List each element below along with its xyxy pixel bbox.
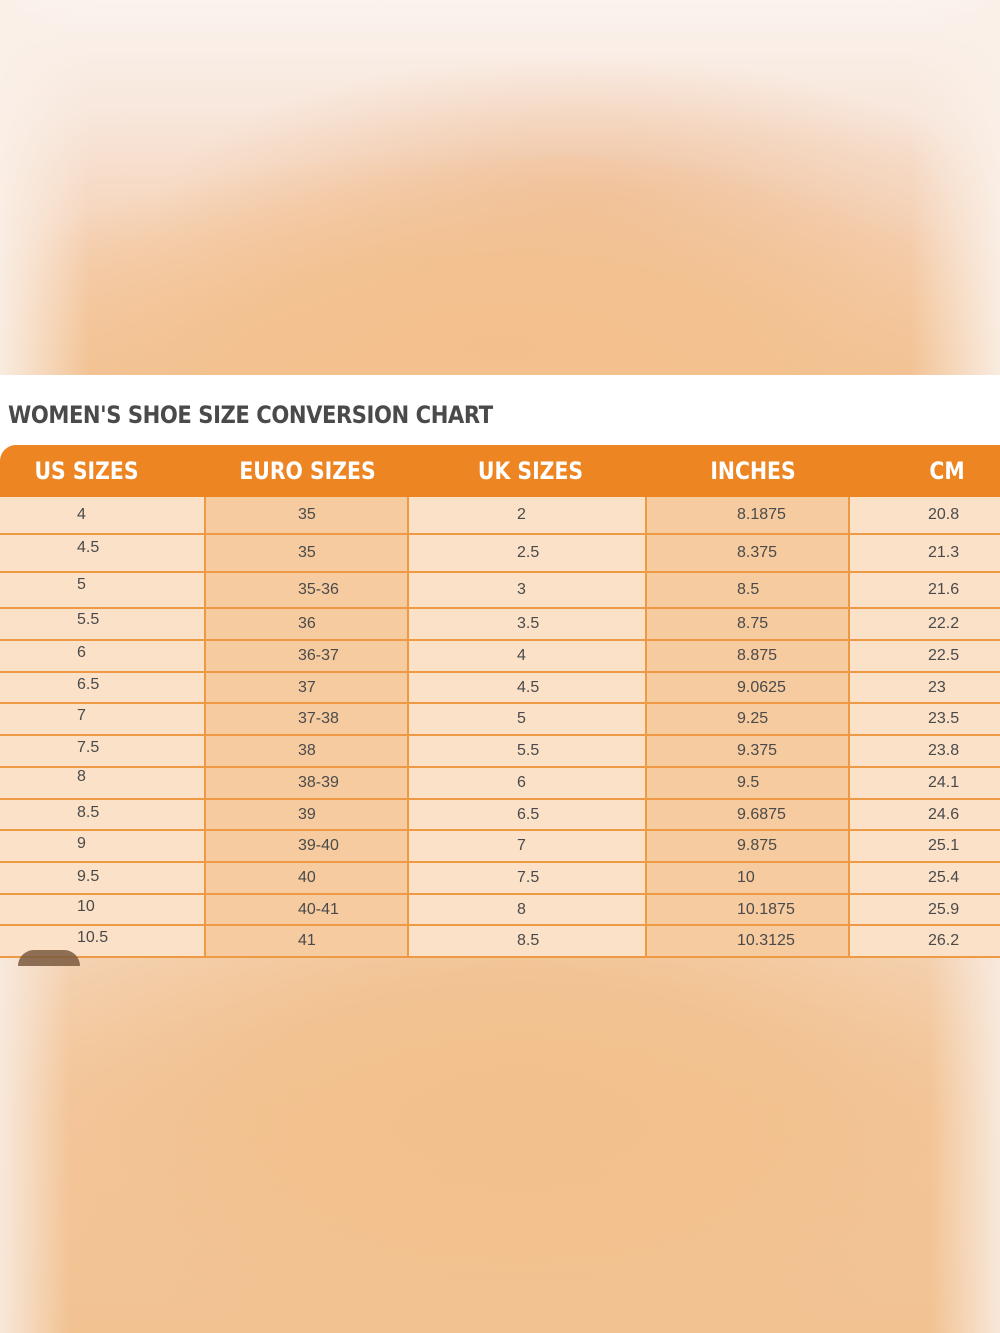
cell-text: 26.2 <box>928 932 960 949</box>
cell-text: 22.2 <box>928 615 960 632</box>
cell-text: 36-37 <box>298 647 339 664</box>
partial-avatar-shape <box>18 950 80 966</box>
cell-uk-size <box>409 497 647 535</box>
table-row <box>0 641 1000 673</box>
cell-uk-size <box>409 800 647 831</box>
cell-text: 35-36 <box>298 581 339 598</box>
cell-uk-size <box>409 641 647 673</box>
table-row <box>0 863 1000 895</box>
cell-text: 8 <box>517 900 526 918</box>
cell-text: 5 <box>517 710 526 727</box>
cell-text: 6.5 <box>517 805 540 823</box>
cell-inches <box>647 609 850 641</box>
cell-text: 2 <box>517 506 526 523</box>
cell-cm <box>850 573 1000 609</box>
cell-text: 10.1875 <box>737 900 795 918</box>
chart-title: WOMEN'S SHOE SIZE CONVERSION CHART <box>8 401 493 429</box>
table-row <box>0 704 1000 736</box>
cell-cm <box>850 641 1000 673</box>
cell-text: 39 <box>298 805 316 823</box>
cell-text: 4.5 <box>77 539 100 556</box>
cell-text: 37 <box>298 678 316 696</box>
cell-euro-size <box>206 704 409 736</box>
table-row <box>0 573 1000 609</box>
table-row <box>0 535 1000 573</box>
cell-us-size <box>0 573 206 609</box>
cell-text: 7.5 <box>77 739 100 756</box>
cell-uk-size <box>409 831 647 863</box>
header-inches: INCHES <box>710 457 796 485</box>
cell-inches <box>647 926 850 958</box>
cell-text: 8.375 <box>737 544 778 561</box>
cell-text: 9.6875 <box>737 805 786 823</box>
cell-text: 10 <box>77 897 95 915</box>
cell-text: 9.25 <box>737 710 769 727</box>
cell-text: 8.5 <box>517 932 540 949</box>
table-row <box>0 736 1000 768</box>
cell-cm <box>850 704 1000 736</box>
cell-inches <box>647 831 850 863</box>
cell-inches <box>647 641 850 673</box>
cell-us-size <box>0 768 206 800</box>
header-us-sizes: US SIZES <box>34 457 139 485</box>
cell-text: 8.5 <box>737 581 760 598</box>
cell-text: 4 <box>517 647 526 664</box>
cell-uk-size <box>409 895 647 926</box>
cell-text: 10.3125 <box>737 932 795 949</box>
cell-text: 4.5 <box>517 678 540 696</box>
cell-euro-size <box>206 535 409 573</box>
cell-inches <box>647 573 850 609</box>
blur-fade-left <box>0 0 90 375</box>
cell-inches <box>647 863 850 895</box>
blur-fade-right <box>910 0 1000 375</box>
cell-inches <box>647 497 850 535</box>
cell-text: 25.4 <box>928 869 960 886</box>
cell-us-size <box>0 800 206 831</box>
cell-text: 7 <box>77 707 86 724</box>
cell-text: 21.6 <box>928 581 960 598</box>
cell-text: 25.9 <box>928 900 960 918</box>
cell-euro-size <box>206 895 409 926</box>
cell-us-size <box>0 736 206 768</box>
cell-uk-size <box>409 609 647 641</box>
cell-text: 9.375 <box>737 742 778 759</box>
cell-text: 10 <box>737 869 755 886</box>
cell-inches <box>647 895 850 926</box>
cell-text: 8.75 <box>737 615 769 632</box>
header-uk-sizes: UK SIZES <box>477 457 584 485</box>
cell-us-size <box>0 609 206 641</box>
cell-us-size <box>0 863 206 895</box>
cell-text: 8.5 <box>77 803 100 821</box>
header-cm: CM <box>929 457 965 485</box>
blur-fade-left <box>0 958 70 1333</box>
cell-euro-size <box>206 831 409 863</box>
cell-text: 9 <box>77 835 86 852</box>
cell-text: 5.5 <box>517 742 540 759</box>
cell-inches <box>647 736 850 768</box>
cell-text: 10.5 <box>77 929 109 946</box>
cell-us-size <box>0 673 206 704</box>
cell-text: 9.5 <box>77 868 100 885</box>
cell-text: 40-41 <box>298 900 339 918</box>
cell-inches <box>647 800 850 831</box>
cell-euro-size <box>206 863 409 895</box>
table-row <box>0 609 1000 641</box>
table-row <box>0 831 1000 863</box>
cell-uk-size <box>409 535 647 573</box>
cell-text: 38-39 <box>298 774 339 791</box>
cell-euro-size <box>206 673 409 704</box>
header-euro-sizes: EURO SIZES <box>239 457 376 485</box>
cell-euro-size <box>206 497 409 535</box>
cell-euro-size <box>206 768 409 800</box>
cell-text: 23.5 <box>928 710 960 727</box>
cell-text: 24.6 <box>928 805 960 823</box>
cell-text: 25.1 <box>928 837 960 854</box>
cell-text: 23 <box>928 678 946 696</box>
table-row <box>0 895 1000 926</box>
cell-uk-size <box>409 704 647 736</box>
cell-text: 35 <box>298 506 316 523</box>
cell-cm <box>850 736 1000 768</box>
cell-cm <box>850 673 1000 704</box>
cell-inches <box>647 768 850 800</box>
cell-uk-size <box>409 926 647 958</box>
cell-text: 23.8 <box>928 742 960 759</box>
cell-text: 8.875 <box>737 647 778 664</box>
cell-text: 4 <box>77 506 86 523</box>
cell-cm <box>850 863 1000 895</box>
cell-uk-size <box>409 673 647 704</box>
cell-text: 8.1875 <box>737 506 786 523</box>
cell-text: 35 <box>298 544 316 561</box>
cell-text: 9.0625 <box>737 678 786 696</box>
cell-cm <box>850 800 1000 831</box>
cell-cm <box>850 497 1000 535</box>
cell-us-size <box>0 831 206 863</box>
cell-cm <box>850 926 1000 958</box>
cell-text: 6 <box>77 644 86 661</box>
cell-text: 20.8 <box>928 506 960 523</box>
cell-text: 39-40 <box>298 837 339 854</box>
table-row <box>0 926 1000 958</box>
cell-text: 9.5 <box>737 774 760 791</box>
cell-text: 3 <box>517 581 526 598</box>
cell-euro-size <box>206 641 409 673</box>
cell-us-size <box>0 704 206 736</box>
cell-text: 38 <box>298 742 316 759</box>
table-row <box>0 768 1000 800</box>
cell-text: 21.3 <box>928 544 960 561</box>
cell-text: 36 <box>298 615 316 632</box>
table-header <box>0 445 1000 497</box>
cell-uk-size <box>409 768 647 800</box>
cell-us-size <box>0 535 206 573</box>
size-table <box>0 445 1000 949</box>
size-chart-document <box>0 375 1000 958</box>
cell-text: 24.1 <box>928 774 960 791</box>
cell-us-size <box>0 641 206 673</box>
cell-text: 8 <box>77 768 86 785</box>
cell-cm <box>850 895 1000 926</box>
cell-us-size <box>0 497 206 535</box>
cell-euro-size <box>206 609 409 641</box>
cell-text: 9.875 <box>737 837 778 854</box>
table-row <box>0 497 1000 535</box>
cell-us-size <box>0 895 206 926</box>
cell-text: 2.5 <box>517 544 540 561</box>
cell-inches <box>647 704 850 736</box>
cell-text: 37-38 <box>298 710 339 727</box>
cell-cm <box>850 609 1000 641</box>
cell-uk-size <box>409 573 647 609</box>
cell-euro-size <box>206 926 409 958</box>
cell-uk-size <box>409 736 647 768</box>
table-row <box>0 800 1000 831</box>
cell-text: 3.5 <box>517 615 540 632</box>
cell-text: 41 <box>298 932 316 949</box>
cell-text: 7 <box>517 837 526 854</box>
cell-euro-size <box>206 800 409 831</box>
cell-text: 22.5 <box>928 647 960 664</box>
blurred-bottom-area <box>0 958 1000 1333</box>
cell-euro-size <box>206 736 409 768</box>
cell-inches <box>647 535 850 573</box>
cell-euro-size <box>206 573 409 609</box>
cell-text: 40 <box>298 869 316 886</box>
cell-text: 7.5 <box>517 869 540 886</box>
cell-text: 6.5 <box>77 675 100 693</box>
table-row <box>0 673 1000 704</box>
cell-text: 5 <box>77 576 86 593</box>
cell-uk-size <box>409 863 647 895</box>
cell-inches <box>647 673 850 704</box>
cell-cm <box>850 831 1000 863</box>
cell-cm <box>850 535 1000 573</box>
cell-cm <box>850 768 1000 800</box>
blur-fade-right <box>930 958 1000 1333</box>
blurred-top-area <box>0 0 1000 375</box>
cell-text: 6 <box>517 774 526 791</box>
cell-text: 5.5 <box>77 611 100 628</box>
